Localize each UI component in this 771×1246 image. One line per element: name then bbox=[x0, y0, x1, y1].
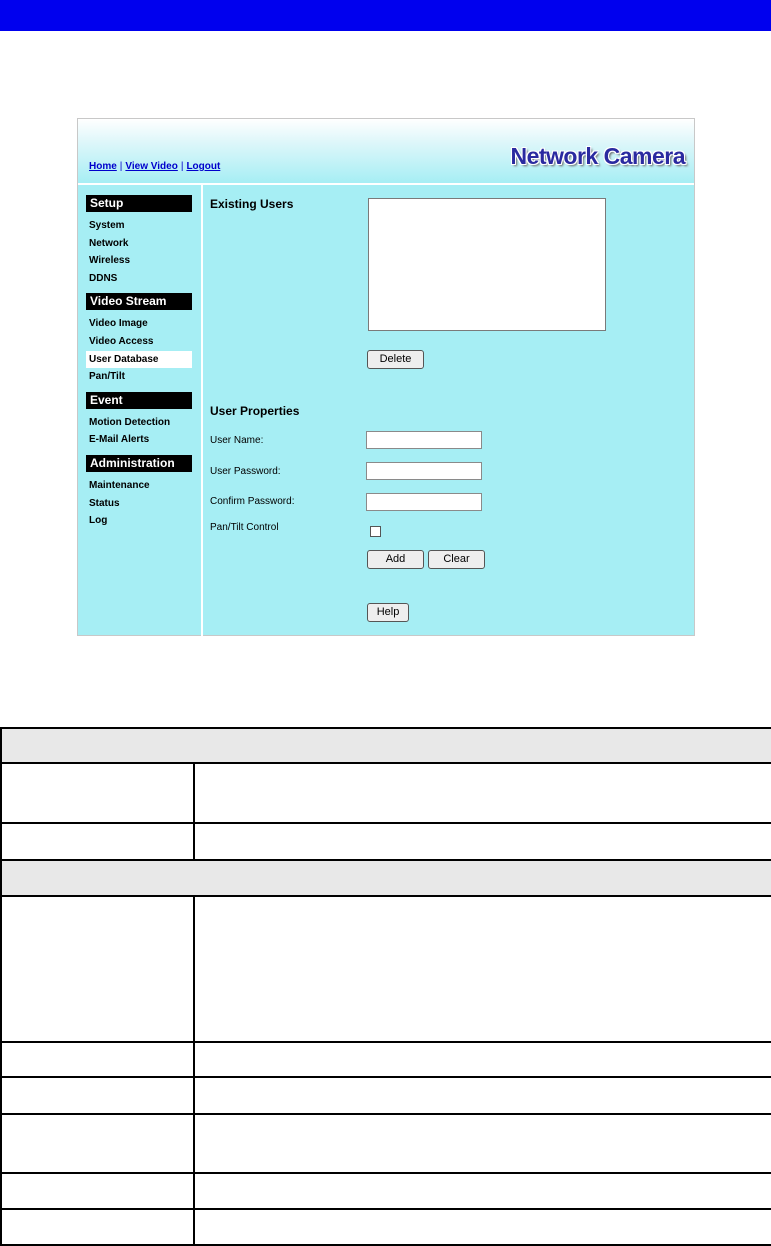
user-password-input[interactable] bbox=[366, 462, 482, 480]
pan-tilt-checkbox[interactable] bbox=[370, 526, 381, 537]
brand-logo: Network Camera bbox=[510, 143, 685, 169]
nav-separator: | bbox=[119, 161, 123, 172]
sidebar bbox=[86, 195, 192, 530]
home-link[interactable]: Home bbox=[89, 161, 117, 172]
view-video-link[interactable]: View Video bbox=[125, 161, 178, 172]
table-row bbox=[2, 897, 771, 1043]
camera-ui-screenshot bbox=[77, 118, 695, 636]
sidebar-item-maintenance[interactable]: Maintenance bbox=[89, 479, 150, 491]
sidebar-item-video-access[interactable]: Video Access bbox=[89, 335, 154, 347]
sidebar-divider bbox=[201, 185, 203, 637]
sidebar-item-system[interactable]: System bbox=[89, 220, 125, 231]
pan-tilt-control-label: Pan/Tilt Control bbox=[210, 522, 279, 533]
confirm-password-input[interactable] bbox=[366, 493, 482, 511]
clear-button[interactable]: Clear bbox=[428, 550, 485, 569]
sidebar-item-motion-detection[interactable]: Motion Detection bbox=[89, 416, 171, 428]
confirm-password-label: Confirm Password: bbox=[210, 496, 295, 507]
help-button[interactable]: Help bbox=[367, 603, 409, 622]
table-section-header bbox=[2, 861, 771, 897]
delete-button[interactable]: Delete bbox=[367, 350, 424, 369]
table-row bbox=[2, 1115, 771, 1174]
table-row bbox=[2, 764, 771, 824]
sidebar-item-pan-tilt[interactable]: Pan/Tilt bbox=[89, 371, 125, 383]
table-row bbox=[2, 1043, 771, 1078]
table-row bbox=[2, 1078, 771, 1115]
user-password-label: User Password: bbox=[210, 466, 281, 477]
table-row bbox=[2, 1210, 771, 1246]
sidebar-item-email-alerts[interactable]: E-Mail Alerts bbox=[89, 434, 150, 446]
nav-separator: | bbox=[180, 161, 184, 172]
sidebar-item-wireless[interactable]: Wireless bbox=[89, 255, 131, 267]
sidebar-item-log[interactable]: Log bbox=[89, 515, 108, 527]
sidebar-heading-event: Event bbox=[86, 392, 192, 409]
add-button[interactable]: Add bbox=[367, 550, 424, 569]
sidebar-item-status[interactable]: Status bbox=[89, 497, 120, 509]
logout-link[interactable]: Logout bbox=[186, 161, 221, 172]
top-banner bbox=[0, 0, 771, 31]
top-nav bbox=[89, 161, 220, 172]
table-row bbox=[2, 824, 771, 861]
sidebar-item-network[interactable]: Network bbox=[89, 237, 129, 249]
user-name-label: User Name: bbox=[210, 435, 264, 446]
existing-users-title: Existing Users bbox=[210, 197, 294, 211]
sidebar-heading-administration: Administration bbox=[86, 455, 192, 472]
table-section-header bbox=[2, 729, 771, 764]
sidebar-heading-video-stream: Video Stream bbox=[86, 293, 192, 310]
user-properties-title: User Properties bbox=[210, 404, 300, 418]
sidebar-item-video-image[interactable]: Video Image bbox=[89, 318, 148, 330]
existing-users-list[interactable] bbox=[368, 198, 606, 331]
user-name-input[interactable] bbox=[366, 431, 482, 449]
table-row bbox=[2, 1174, 771, 1210]
header-divider bbox=[78, 183, 694, 185]
sidebar-item-user-database[interactable]: User Database bbox=[86, 351, 192, 369]
sidebar-heading-setup: Setup bbox=[86, 195, 192, 212]
description-table bbox=[0, 727, 771, 1246]
sidebar-item-ddns[interactable]: DDNS bbox=[89, 272, 118, 284]
